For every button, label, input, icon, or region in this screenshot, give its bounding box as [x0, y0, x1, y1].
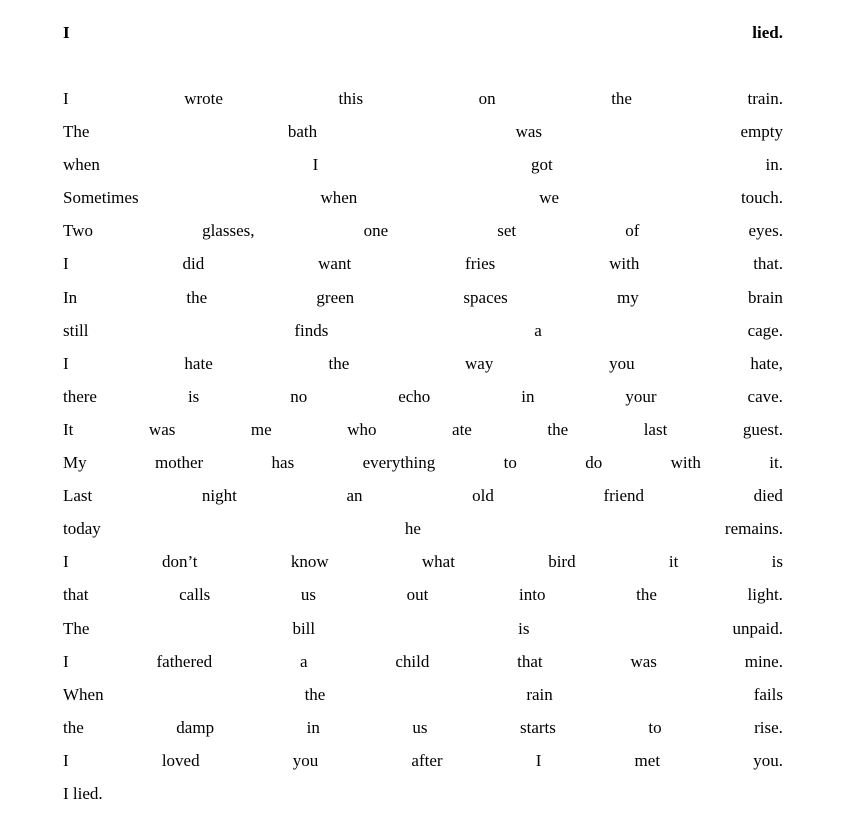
- poem-word: know: [290, 552, 329, 572]
- poem-word: into: [519, 585, 546, 605]
- poem-word: this: [338, 89, 364, 108]
- poem-word: last: [643, 419, 668, 439]
- poem-word: was: [630, 651, 657, 671]
- poem-word: I: [63, 353, 69, 373]
- poem-word: my: [617, 287, 639, 307]
- poem-word: I: [63, 254, 69, 274]
- poem-word: train.: [747, 89, 783, 108]
- poem-word: light.: [747, 585, 783, 605]
- poem-word: rain: [526, 684, 553, 704]
- final-line-text: I lied.: [63, 783, 103, 803]
- poem-word: still: [63, 320, 89, 340]
- poem-word: the: [328, 353, 350, 373]
- poem-word: way: [465, 353, 494, 373]
- poem-word: no: [290, 386, 308, 406]
- poem-word: In: [63, 287, 78, 307]
- poem-word: ate: [452, 419, 472, 439]
- poem-word: in: [521, 386, 535, 406]
- poem-word: empty: [740, 122, 783, 142]
- poem-word: was: [148, 419, 176, 439]
- poem-word: glasses,: [202, 221, 255, 241]
- poem-line: [63, 748, 783, 781]
- poem-word: that: [63, 585, 89, 605]
- poem-word: want: [318, 254, 352, 274]
- poem-line: [63, 450, 783, 483]
- poem-word: night: [201, 486, 237, 506]
- poem-word: Sometimes: [63, 188, 139, 208]
- poem-word: an: [346, 486, 363, 506]
- poem-word: who: [347, 419, 377, 439]
- poem-word: was: [515, 122, 543, 142]
- poem-word: mother: [155, 453, 204, 473]
- poem-word: fathered: [156, 651, 213, 671]
- poem-body: [63, 86, 783, 781]
- poem-word: bath: [287, 122, 318, 142]
- poem-word: remains.: [724, 519, 783, 539]
- poem-word: the: [304, 684, 326, 704]
- poem-word: fails: [753, 684, 783, 704]
- poem-line: [63, 384, 783, 417]
- poem-line: [63, 185, 783, 218]
- poem-word: My: [63, 453, 87, 473]
- poem-word: bill: [292, 618, 316, 638]
- poem-word: you: [292, 750, 319, 770]
- poem-line: [63, 483, 783, 516]
- poem-word: I: [312, 155, 319, 175]
- poem-page: [63, 20, 783, 814]
- poem-word: finds: [294, 320, 329, 340]
- poem-word: starts: [519, 717, 556, 737]
- poem-word: When: [63, 684, 104, 704]
- poem-word: when: [320, 188, 358, 208]
- poem-word: calls: [179, 585, 211, 605]
- poem-word: did: [182, 254, 205, 274]
- poem-word: us: [300, 585, 317, 605]
- poem-word: us: [412, 717, 428, 737]
- poem-word: a: [534, 320, 542, 340]
- poem-word: bird: [548, 552, 576, 572]
- poem-line: [63, 715, 783, 748]
- poem-line: [63, 516, 783, 549]
- poem-word: he: [404, 519, 421, 539]
- poem-word: spaces: [463, 287, 508, 307]
- poem-word: with: [670, 453, 701, 473]
- poem-word: fries: [465, 254, 496, 274]
- poem-word: you.: [753, 750, 783, 770]
- poem-word: wrote: [184, 89, 223, 108]
- poem-word: everything: [362, 453, 436, 473]
- poem-word: on: [478, 89, 496, 108]
- poem-line: [63, 616, 783, 649]
- poem-line: [63, 218, 783, 251]
- poem-word: friend: [603, 486, 645, 506]
- poem-word: your: [625, 386, 657, 406]
- poem-word: met: [634, 750, 661, 770]
- poem-word: in: [306, 717, 320, 737]
- poem-word: you: [609, 353, 635, 373]
- poem-word: to: [648, 717, 662, 737]
- poem-word: there: [63, 386, 97, 406]
- poem-word: The: [63, 122, 90, 142]
- poem-word: Last: [63, 486, 93, 506]
- poem-word: the: [547, 419, 569, 439]
- poem-word: mine.: [744, 651, 783, 671]
- poem-word: Two: [63, 221, 93, 241]
- poem-word: rise.: [754, 717, 783, 737]
- poem-word: It: [63, 419, 74, 439]
- title-word: lied.: [752, 23, 783, 42]
- poem-line: [63, 351, 783, 384]
- poem-word: green: [316, 287, 355, 307]
- poem-final-line: [63, 781, 783, 814]
- poem-word: set: [497, 221, 517, 241]
- poem-word: of: [625, 221, 640, 241]
- poem-word: the: [186, 287, 208, 307]
- poem-word: I: [63, 750, 69, 770]
- poem-word: we: [539, 188, 560, 208]
- poem-word: child: [395, 651, 430, 671]
- poem-word: damp: [176, 717, 215, 737]
- poem-line: [63, 119, 783, 152]
- poem-word: when: [63, 155, 100, 175]
- poem-line: [63, 582, 783, 615]
- poem-word: I: [63, 89, 69, 108]
- poem-word: I: [535, 750, 542, 770]
- poem-word: cage.: [747, 320, 783, 340]
- poem-word: that.: [753, 254, 783, 274]
- poem-line: [63, 549, 783, 582]
- poem-word: out: [406, 585, 429, 605]
- poem-word: a: [299, 651, 308, 671]
- poem-line: [63, 152, 783, 185]
- poem-word: cave.: [747, 386, 783, 406]
- poem-line: [63, 417, 783, 450]
- poem-word: got: [531, 155, 553, 175]
- poem-word: brain: [748, 287, 783, 307]
- poem-word: hate,: [750, 353, 783, 373]
- poem-word: do: [585, 453, 603, 473]
- poem-word: I: [63, 651, 69, 671]
- poem-word: the: [636, 585, 657, 605]
- poem-word: The: [63, 618, 90, 638]
- poem-word: in.: [765, 155, 783, 175]
- poem-word: the: [611, 89, 632, 108]
- poem-word: is: [518, 618, 530, 638]
- poem-word: it.: [769, 453, 783, 473]
- poem-word: loved: [161, 750, 200, 770]
- poem-word: old: [472, 486, 494, 506]
- poem-word: guest.: [742, 419, 783, 439]
- poem-word: echo: [398, 386, 431, 406]
- poem-line: [63, 318, 783, 351]
- poem-line: [63, 285, 783, 318]
- poem-word: unpaid.: [732, 618, 783, 638]
- poem-line: [63, 86, 783, 119]
- poem-word: that: [517, 651, 543, 671]
- poem-word: with: [609, 254, 640, 274]
- poem-word: today: [63, 519, 101, 539]
- poem-word: has: [271, 453, 295, 473]
- poem-word: to: [503, 453, 517, 473]
- title-word: I: [63, 23, 70, 42]
- poem-word: after: [411, 750, 443, 770]
- poem-line: [63, 251, 783, 284]
- poem-word: died: [753, 486, 783, 506]
- poem-word: me: [250, 419, 272, 439]
- poem-word: the: [63, 717, 84, 737]
- poem-line: [63, 682, 783, 715]
- poem-word: touch.: [740, 188, 783, 208]
- poem-word: eyes.: [748, 221, 783, 241]
- poem-line: [63, 649, 783, 682]
- poem-title: [63, 20, 783, 86]
- poem-word: is: [187, 386, 200, 406]
- poem-word: what: [421, 552, 455, 572]
- poem-word: one: [363, 221, 389, 241]
- poem-word: it: [668, 552, 679, 572]
- poem-word: is: [771, 552, 783, 572]
- poem-word: I: [63, 552, 69, 572]
- poem-word: don’t: [161, 552, 198, 572]
- poem-word: hate: [184, 353, 213, 373]
